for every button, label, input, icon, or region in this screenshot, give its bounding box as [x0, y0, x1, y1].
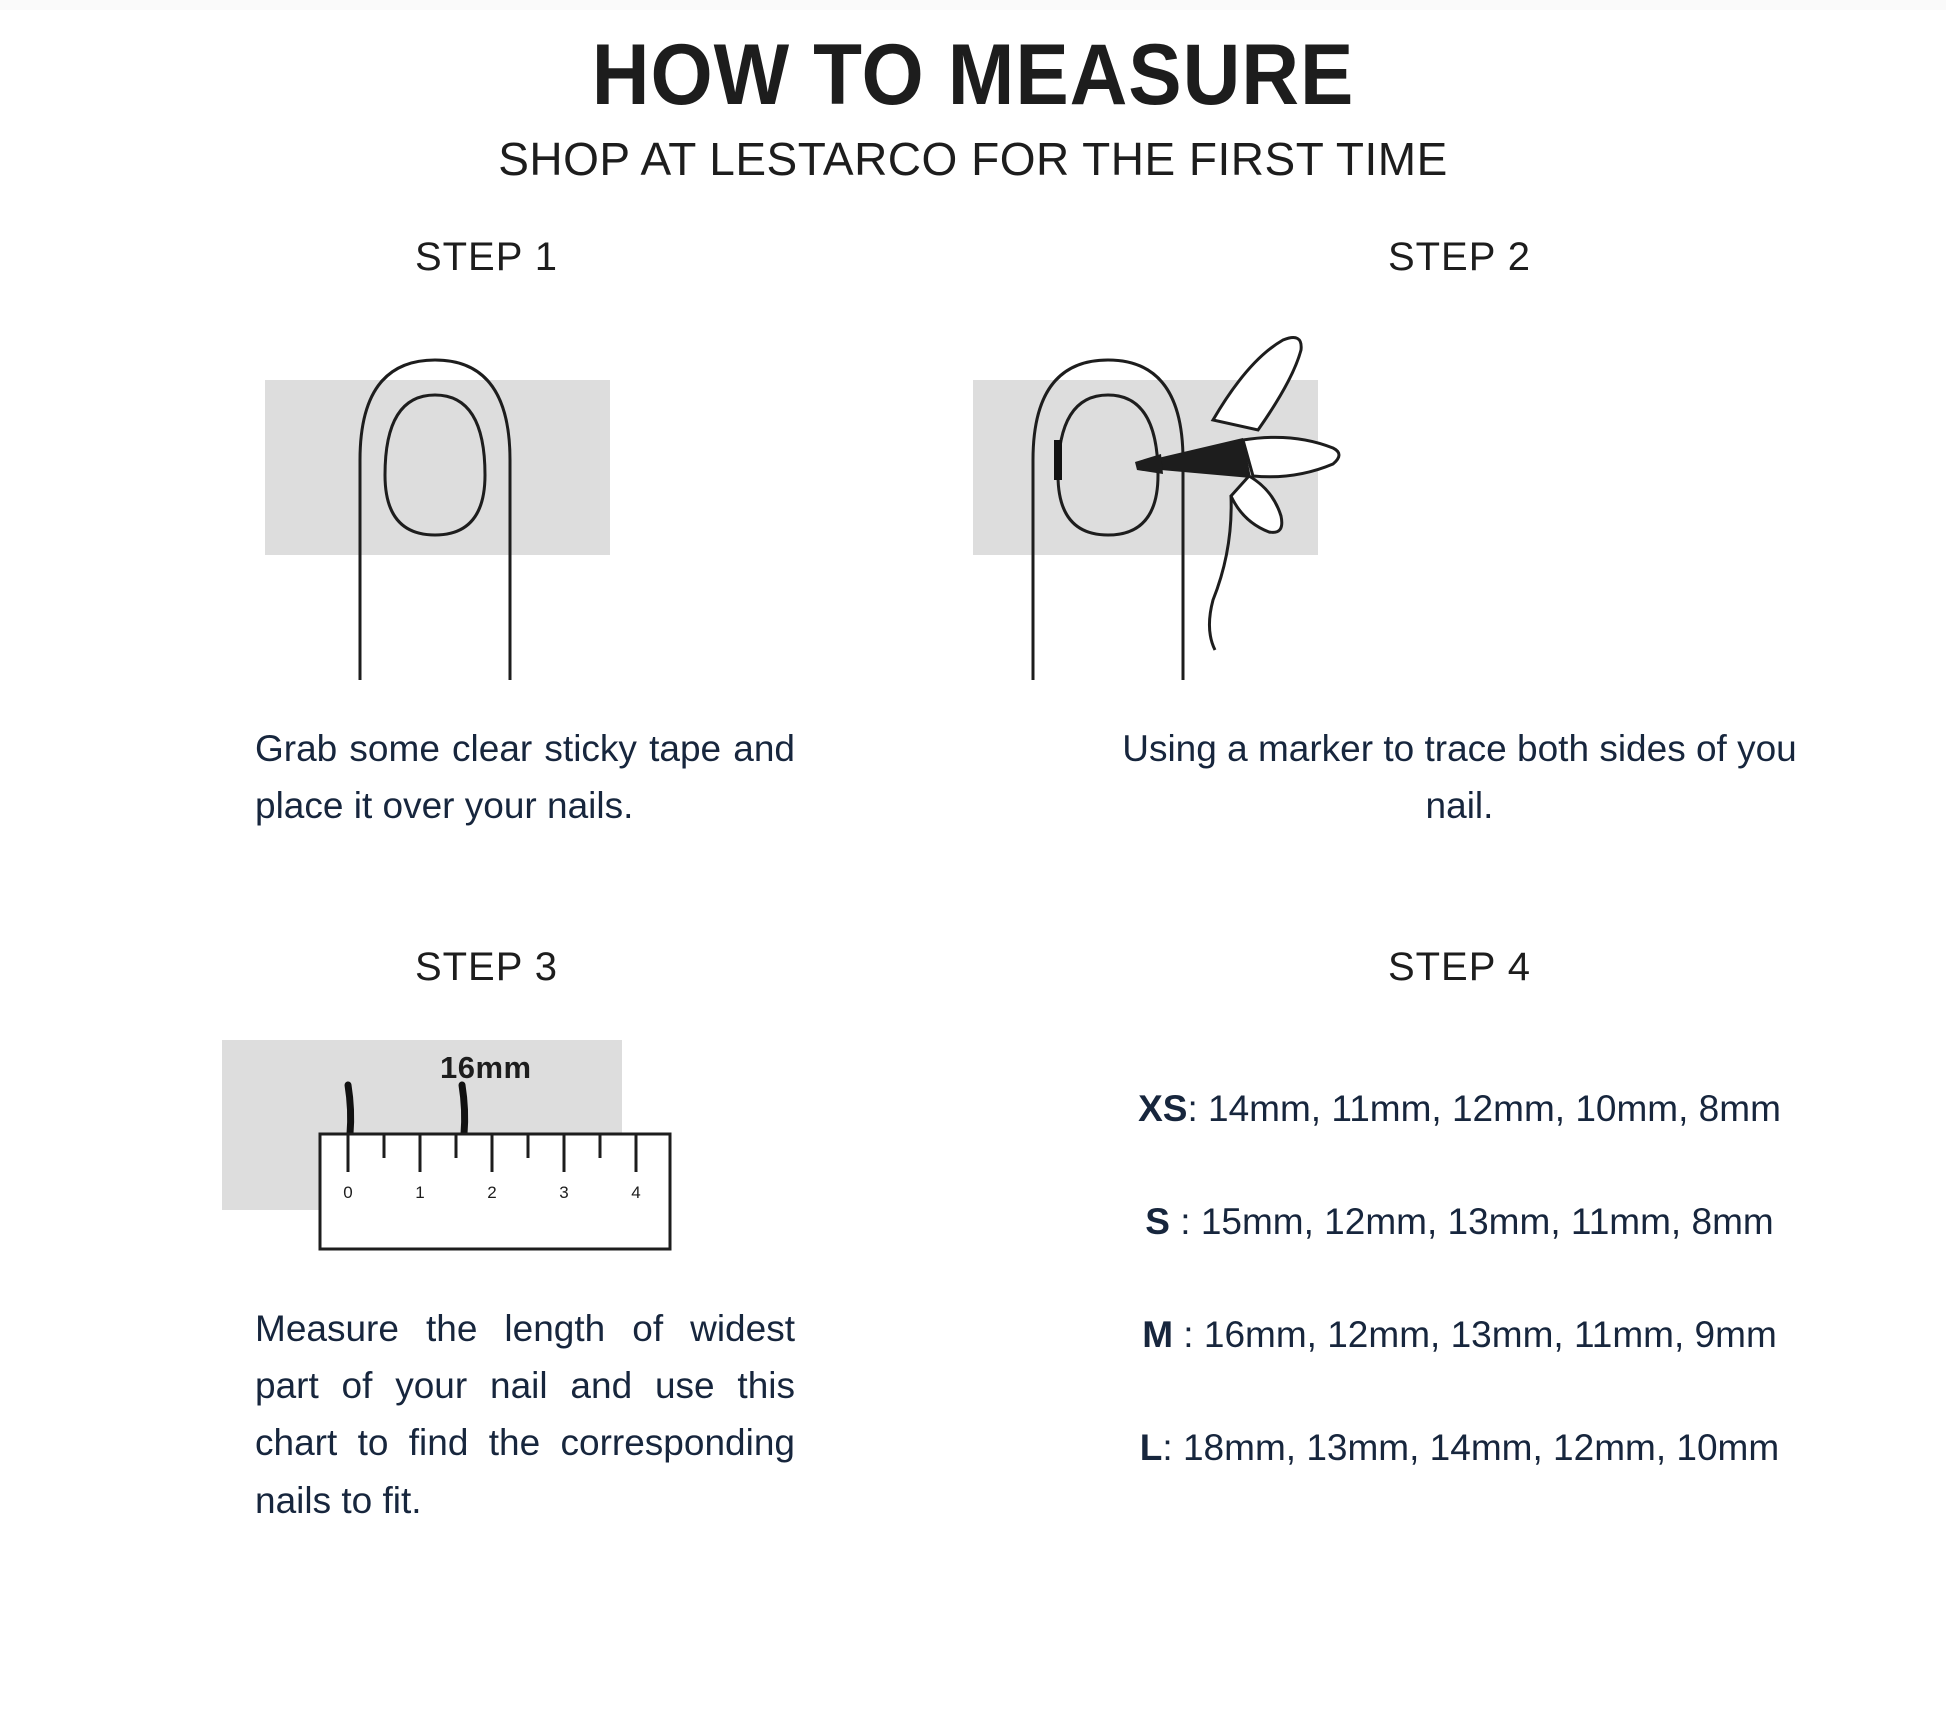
- size-chart-values: 15mm, 12mm, 13mm, 11mm, 8mm: [1200, 1200, 1774, 1242]
- size-chart-row: [973, 1311, 1946, 1359]
- steps-grid: [0, 235, 1946, 1529]
- step-1-figure: [0, 320, 973, 720]
- size-chart-row: [973, 1085, 1946, 1133]
- page-title: HOW TO MEASURE: [591, 27, 1355, 123]
- steps-row-1: [0, 235, 1946, 835]
- size-chart-separator: :: [1162, 1426, 1183, 1468]
- size-chart-list: [973, 1085, 1946, 1472]
- measurement-label: 16mm: [440, 1049, 532, 1085]
- step-1-caption: Grab some clear sticky tape and place it over your nails.: [255, 728, 795, 827]
- step-2-figure: [973, 320, 1946, 720]
- finger-illustration-icon: [200, 320, 760, 720]
- size-chart-key: M: [1142, 1313, 1174, 1355]
- svg-text:3: 3: [559, 1182, 569, 1202]
- size-chart-key: XS: [1138, 1087, 1188, 1129]
- ruler-illustration-icon: [190, 1030, 790, 1290]
- step-3-caption: Measure the length of widest part of your nail and use this chart to find the corresponding nails to fit.: [255, 1307, 795, 1521]
- step-3-figure: [0, 1030, 973, 1300]
- size-chart-row: [973, 1424, 1946, 1472]
- step-3: [0, 945, 973, 1529]
- svg-text:0: 0: [343, 1182, 353, 1202]
- finger-with-marker-illustration-icon: [913, 320, 1473, 720]
- step-1-label: STEP 1: [414, 235, 559, 279]
- size-chart-row: [973, 1198, 1946, 1246]
- step-3-label: STEP 3: [414, 944, 559, 989]
- size-chart-key: S: [1145, 1200, 1170, 1242]
- top-strip: [0, 0, 1946, 10]
- size-chart-values: 16mm, 12mm, 13mm, 11mm, 9mm: [1203, 1313, 1777, 1355]
- step-2-label: STEP 2: [1387, 235, 1532, 279]
- size-chart-separator: :: [1169, 1200, 1201, 1242]
- step-2-caption: Using a marker to trace both sides of you nail.: [1122, 728, 1797, 827]
- svg-text:4: 4: [631, 1182, 641, 1202]
- size-chart-values: 18mm, 13mm, 14mm, 12mm, 10mm: [1182, 1426, 1780, 1468]
- step-1: [0, 235, 973, 835]
- header: [0, 27, 1946, 186]
- row-spacer: [0, 835, 1946, 945]
- size-chart-separator: :: [1173, 1313, 1204, 1355]
- page-subtitle: SHOP AT LESTARCO FOR THE FIRST TIME: [498, 133, 1448, 186]
- size-chart-values: 14mm, 11mm, 12mm, 10mm, 8mm: [1208, 1087, 1781, 1129]
- step-4-label: STEP 4: [1387, 944, 1532, 989]
- steps-row-2: [0, 945, 1946, 1529]
- step-4: [973, 945, 1946, 1529]
- svg-text:2: 2: [487, 1182, 497, 1202]
- step-2: [973, 235, 1946, 835]
- size-chart-key: L: [1139, 1426, 1163, 1468]
- size-chart-separator: :: [1187, 1087, 1208, 1129]
- svg-text:1: 1: [415, 1182, 425, 1202]
